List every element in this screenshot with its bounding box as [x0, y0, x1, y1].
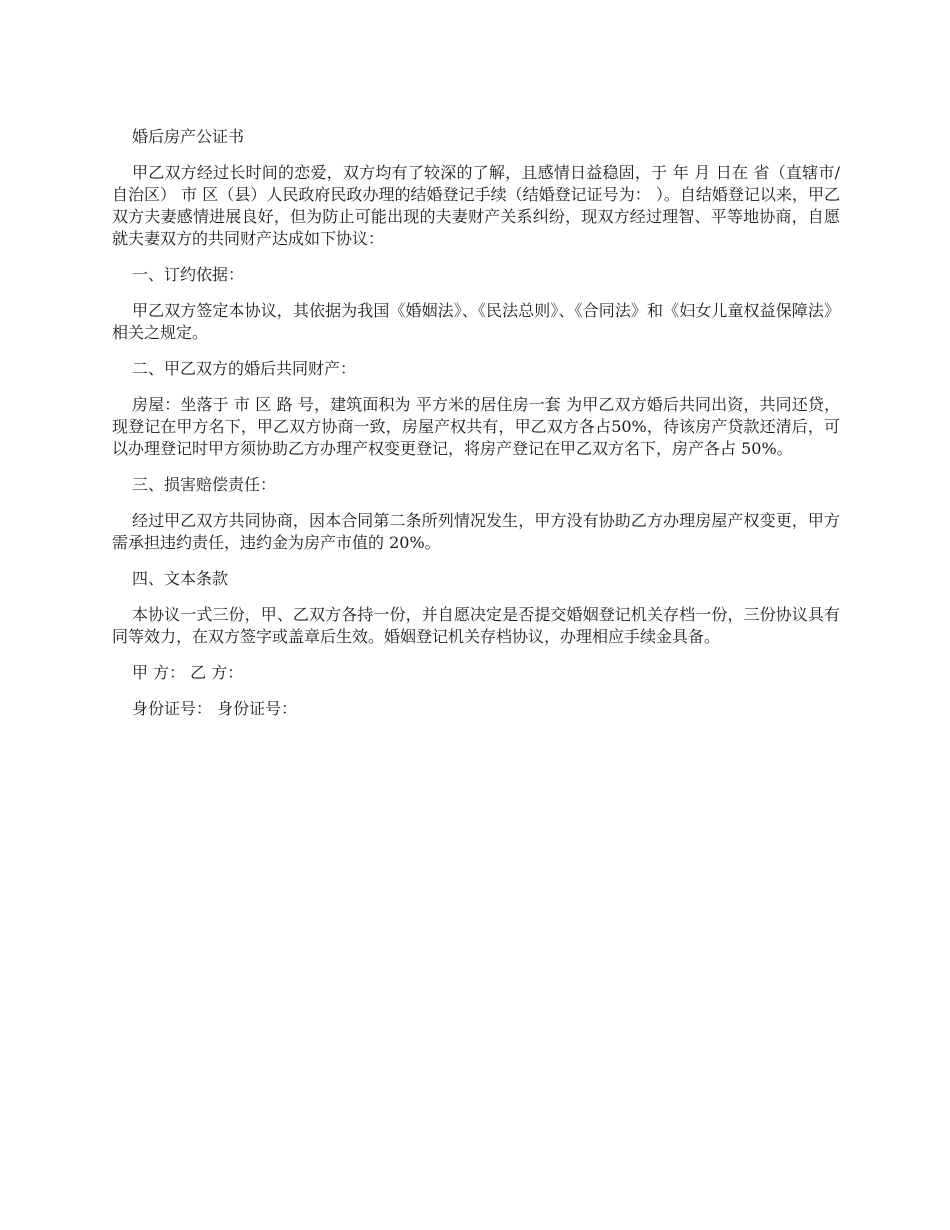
section-heading-property: 二、甲乙双方的婚后共同财产： — [132, 359, 357, 378]
terms-paragraph: 本协议一式三份，甲、乙双方各持一份，并自愿决定是否提交婚姻登记机关存档一份，三份协议具有同等效力，在双方签字或盖章后生效。婚姻登记机关存档协议，办理相应手续金具备。 — [112, 605, 840, 646]
document-title: 婚后房产公证书 — [132, 127, 245, 146]
property-paragraph: 房屋：坐落于 市 区 路 号，建筑面积为 平方米的居住房一套 为甲乙双方婚后共同出资，共同还贷，现登记在甲方名下，甲乙双方协商一致，房屋产权共有，甲乙双方各占50%，待该房产贷款还清后，可以办理登记时甲方须协助乙方办理产权变更登记，将房产登记在甲乙双方名下，房产各占 50%。 — [112, 395, 840, 458]
section-heading-terms: 四、文本条款 — [132, 569, 229, 588]
section-heading-basis: 一、订约依据： — [132, 265, 245, 284]
intro-paragraph: 甲乙双方经过长时间的恋爱，双方均有了较深的了解，且感情日益稳固，于 年 月 日在 省（直辖市/自治区） 市 区（县）人民政府民政办理的结婚登记手续（结婚登记证号为： ）。自结婚登记以来，甲乙双方夫妻感情进展良好，但为防止可能出现的夫妻财产关系纠纷，现双方经过理智、平等地协商，自愿就夫妻双方的共同财产达成如下协议： — [112, 163, 840, 248]
party-signature-line: 甲 方： 乙 方： — [132, 663, 244, 682]
document-body — [112, 126, 840, 734]
section-heading-liability: 三、损害赔偿责任： — [132, 475, 277, 494]
basis-paragraph: 甲乙双方签定本协议，其依据为我国《婚姻法》、《民法总则》、《合同法》和《妇女儿童权益保障法》相关之规定。 — [112, 301, 840, 342]
liability-paragraph: 经过甲乙双方共同协商，因本合同第二条所列情况发生，甲方没有协助乙方办理房屋产权变更，甲方需承担违约责任，违约金为房产市值的 20%。 — [112, 511, 840, 552]
id-number-line: 身份证号： 身份证号： — [132, 699, 298, 718]
